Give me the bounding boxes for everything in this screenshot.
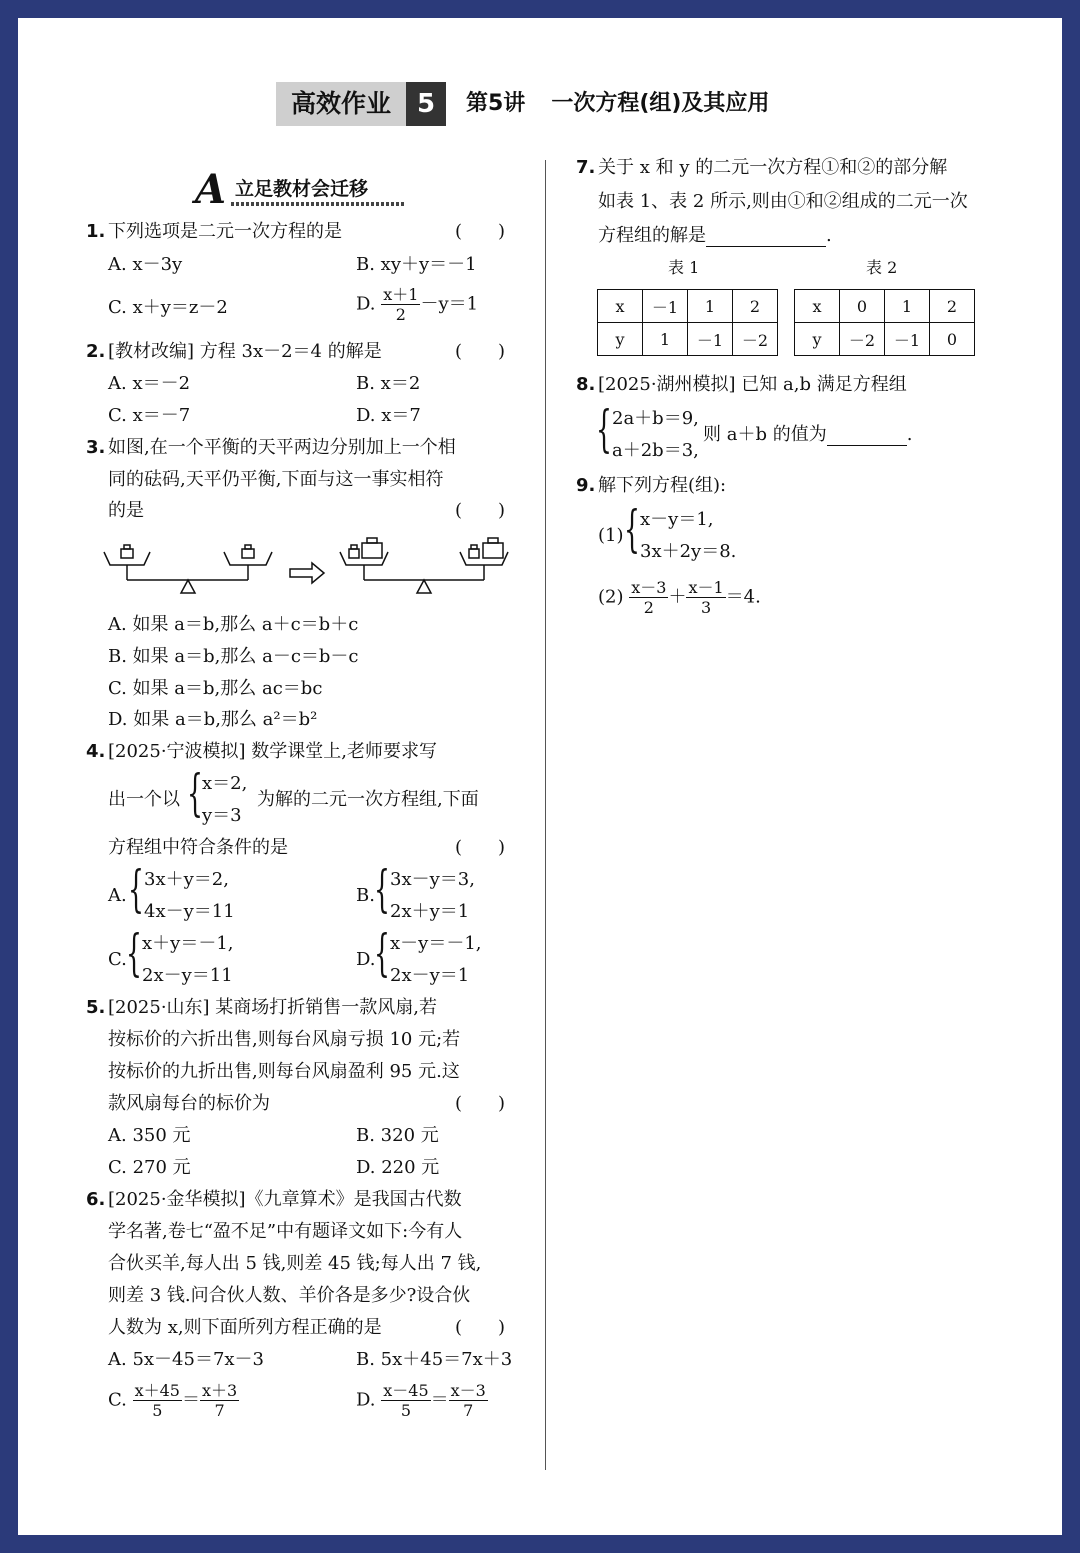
q4-line1: [2025·宁波模拟] 数学课堂上,老师要求写 <box>108 741 438 762</box>
q8-system-eq1: 2a＋b＝9, <box>612 408 699 429</box>
table-cell: x <box>598 290 643 323</box>
balance-scale-figure <box>100 532 520 604</box>
q8-number: 8. <box>576 374 596 395</box>
q7-line3: 方程组的解是 . <box>598 225 832 246</box>
q5-answer-paren: ( ) <box>455 1093 506 1114</box>
table-cell: 0 <box>930 323 975 356</box>
q7-line1: 关于 x 和 y 的二元一次方程①和②的部分解 <box>598 157 948 178</box>
table-cell: 2 <box>930 290 975 323</box>
header-title: 第5讲 一次方程(组)及其应用 <box>466 91 770 116</box>
q6-number: 6. <box>86 1189 106 1210</box>
column-divider <box>545 160 546 1470</box>
table-cell: 0 <box>840 290 885 323</box>
q5-option-a: A. 350 元 <box>108 1125 191 1146</box>
q6-line3: 合伙买羊,每人出 5 钱,则差 45 钱;每人出 7 钱, <box>108 1253 482 1274</box>
q2-option-d: D. x＝7 <box>356 405 421 426</box>
q1-stem: 下列选项是二元一次方程的是 <box>108 221 342 242</box>
q3-line2: 同的砝码,天平仍平衡,下面与这一事实相符 <box>108 469 444 490</box>
q6-option-c: C. $\frac{x+45}{5}$ ＝ $\frac{x+3}{7}$ <box>108 1381 238 1420</box>
q1-option-a: A. x－3y <box>108 254 183 275</box>
q3-answer-paren: ( ) <box>455 500 506 521</box>
q6-option-a: A. 5x－45＝7x－3 <box>108 1349 265 1370</box>
table-cell: －1 <box>643 290 688 323</box>
q7-line2: 如表 1、表 2 所示,则由①和②组成的二元一次 <box>598 191 968 212</box>
q1-option-b: B. xy＋y＝－1 <box>356 254 477 275</box>
q4-line3: 方程组中符合条件的是 <box>108 837 288 858</box>
section-title: 立足教材会迁移 <box>235 178 369 200</box>
q5-line1: [2025·山东] 某商场打折销售一款风扇,若 <box>108 997 438 1018</box>
q2-number: 2. <box>86 341 106 362</box>
q4-number: 4. <box>86 741 106 762</box>
q3-option-b: B. 如果 a＝b,那么 a－c＝b－c <box>108 646 359 667</box>
q6-line5: 人数为 x,则下面所列方程正确的是 <box>108 1317 382 1338</box>
q4-option-d-label: D. <box>356 949 376 970</box>
q3-line1: 如图,在一个平衡的天平两边分别加上一个相 <box>108 437 456 458</box>
table-cell: －2 <box>733 323 778 356</box>
q7-number: 7. <box>576 157 596 178</box>
q4-answer-paren: ( ) <box>455 837 506 858</box>
section-heading <box>195 166 410 213</box>
q4-line2a: 出一个以 <box>108 789 180 810</box>
table-2 <box>794 289 975 356</box>
table-cell: 1 <box>643 323 688 356</box>
q4-option-a-label: A. <box>108 885 127 906</box>
q4-option-c-label: C. <box>108 949 127 970</box>
table1-title: 表 1 <box>668 258 700 277</box>
table-cell: y <box>598 323 643 356</box>
worksheet-page <box>18 18 1062 1535</box>
q6-line2: 学名著,卷七“盈不足”中有题译文如下:今有人 <box>108 1221 463 1242</box>
q3-number: 3. <box>86 437 106 458</box>
q4-option-a-eq2: 4x－y＝11 <box>144 901 235 922</box>
q8-system-eq2: a＋2b＝3, <box>612 440 699 461</box>
q6-option-d: D. $\frac{x-45}{5}$ ＝ $\frac{x-3}{7}$ <box>356 1381 486 1420</box>
q8-brace: { <box>596 400 612 458</box>
table-cell: 1 <box>885 290 930 323</box>
q1-answer-paren: ( ) <box>455 221 506 242</box>
q3-option-d: D. 如果 a＝b,那么 a²＝b² <box>108 709 318 730</box>
table-cell: －1 <box>885 323 930 356</box>
q6-line4: 则差 3 钱.问合伙人数、羊价各是多少?设合伙 <box>108 1285 471 1306</box>
q4-system-eq2: y＝3 <box>202 805 242 826</box>
q2-option-c: C. x＝－7 <box>108 405 191 426</box>
q8-answer-blank[interactable] <box>827 427 907 446</box>
q4-option-b-label: B. <box>356 885 375 906</box>
q6-option-b: B. 5x＋45＝7x＋3 <box>356 1349 513 1370</box>
table-1 <box>597 289 778 356</box>
table-cell: 2 <box>733 290 778 323</box>
q4-option-a-brace: { <box>128 860 144 918</box>
q4-option-b-brace: { <box>374 860 390 918</box>
q5-line3: 按标价的九折出售,则每台风扇盈利 95 元.这 <box>108 1061 460 1082</box>
q6-line1: [2025·金华模拟]《九章算术》是我国古代数 <box>108 1189 462 1210</box>
q1-option-d: D. $\frac{x+1}{2}$ －y＝1 <box>356 285 479 324</box>
header-box: 高效作业 <box>276 82 406 126</box>
q5-option-b: B. 320 元 <box>356 1125 439 1146</box>
header-number: 5 <box>406 82 446 126</box>
q4-brace: { <box>187 764 203 822</box>
q9-part1-label: (1) <box>598 525 624 546</box>
q1-option-c: C. x＋y＝z－2 <box>108 297 228 318</box>
q9-part1-brace: { <box>624 500 640 558</box>
q4-option-b-eq1: 3x－y＝3, <box>390 869 475 890</box>
section-underline <box>231 202 406 206</box>
q9-part1-eq1: x－y＝1, <box>640 509 714 530</box>
q6-answer-paren: ( ) <box>455 1317 506 1338</box>
q2-answer-paren: ( ) <box>455 341 506 362</box>
q4-line2b: 为解的二元一次方程组,下面 <box>257 789 479 810</box>
q5-line2: 按标价的六折出售,则每台风扇亏损 10 元;若 <box>108 1029 461 1050</box>
q5-line4: 款风扇每台的标价为 <box>108 1093 270 1114</box>
q2-option-a: A. x＝－2 <box>108 373 191 394</box>
q5-option-c: C. 270 元 <box>108 1157 191 1178</box>
table2-title: 表 2 <box>866 258 898 277</box>
section-letter: A <box>195 166 227 213</box>
q4-system-eq1: x＝2, <box>202 773 248 794</box>
q9-part1-eq2: 3x＋2y＝8. <box>640 541 737 562</box>
table-cell: x <box>795 290 840 323</box>
q2-option-b: B. x＝2 <box>356 373 421 394</box>
table-cell: －1 <box>688 323 733 356</box>
table-cell: －2 <box>840 323 885 356</box>
q8-tail: 则 a＋b 的值为 . <box>703 424 913 445</box>
q1-number: 1. <box>86 221 106 242</box>
table-cell: 1 <box>688 290 733 323</box>
q4-option-a-eq1: 3x＋y＝2, <box>144 869 229 890</box>
q4-option-c-eq2: 2x－y＝11 <box>142 965 233 986</box>
q4-option-d-eq2: 2x－y＝1 <box>390 965 470 986</box>
q4-option-c-eq1: x＋y＝－1, <box>142 933 234 954</box>
q4-option-d-brace: { <box>374 924 390 982</box>
q5-option-d: D. 220 元 <box>356 1157 440 1178</box>
q4-option-c-brace: { <box>126 924 142 982</box>
q9-part2: (2) $\frac{x-3}{2}$ ＋ $\frac{x-1}{3}$ ＝4. <box>598 578 761 617</box>
q2-stem: [教材改编] 方程 3x－2＝4 的解是 <box>108 341 382 362</box>
table-cell: y <box>795 323 840 356</box>
q3-option-a: A. 如果 a＝b,那么 a＋c＝b＋c <box>108 614 359 635</box>
q4-option-d-eq1: x－y＝－1, <box>390 933 482 954</box>
q4-option-b-eq2: 2x＋y＝1 <box>390 901 470 922</box>
q5-number: 5. <box>86 997 106 1018</box>
q3-option-c: C. 如果 a＝b,那么 ac＝bc <box>108 678 323 699</box>
q7-answer-blank[interactable] <box>706 228 826 247</box>
q3-line3: 的是 <box>108 500 144 521</box>
q8-line1: [2025·湖州模拟] 已知 a,b 满足方程组 <box>598 374 907 395</box>
q9-number: 9. <box>576 475 596 496</box>
q9-stem: 解下列方程(组): <box>598 475 727 496</box>
